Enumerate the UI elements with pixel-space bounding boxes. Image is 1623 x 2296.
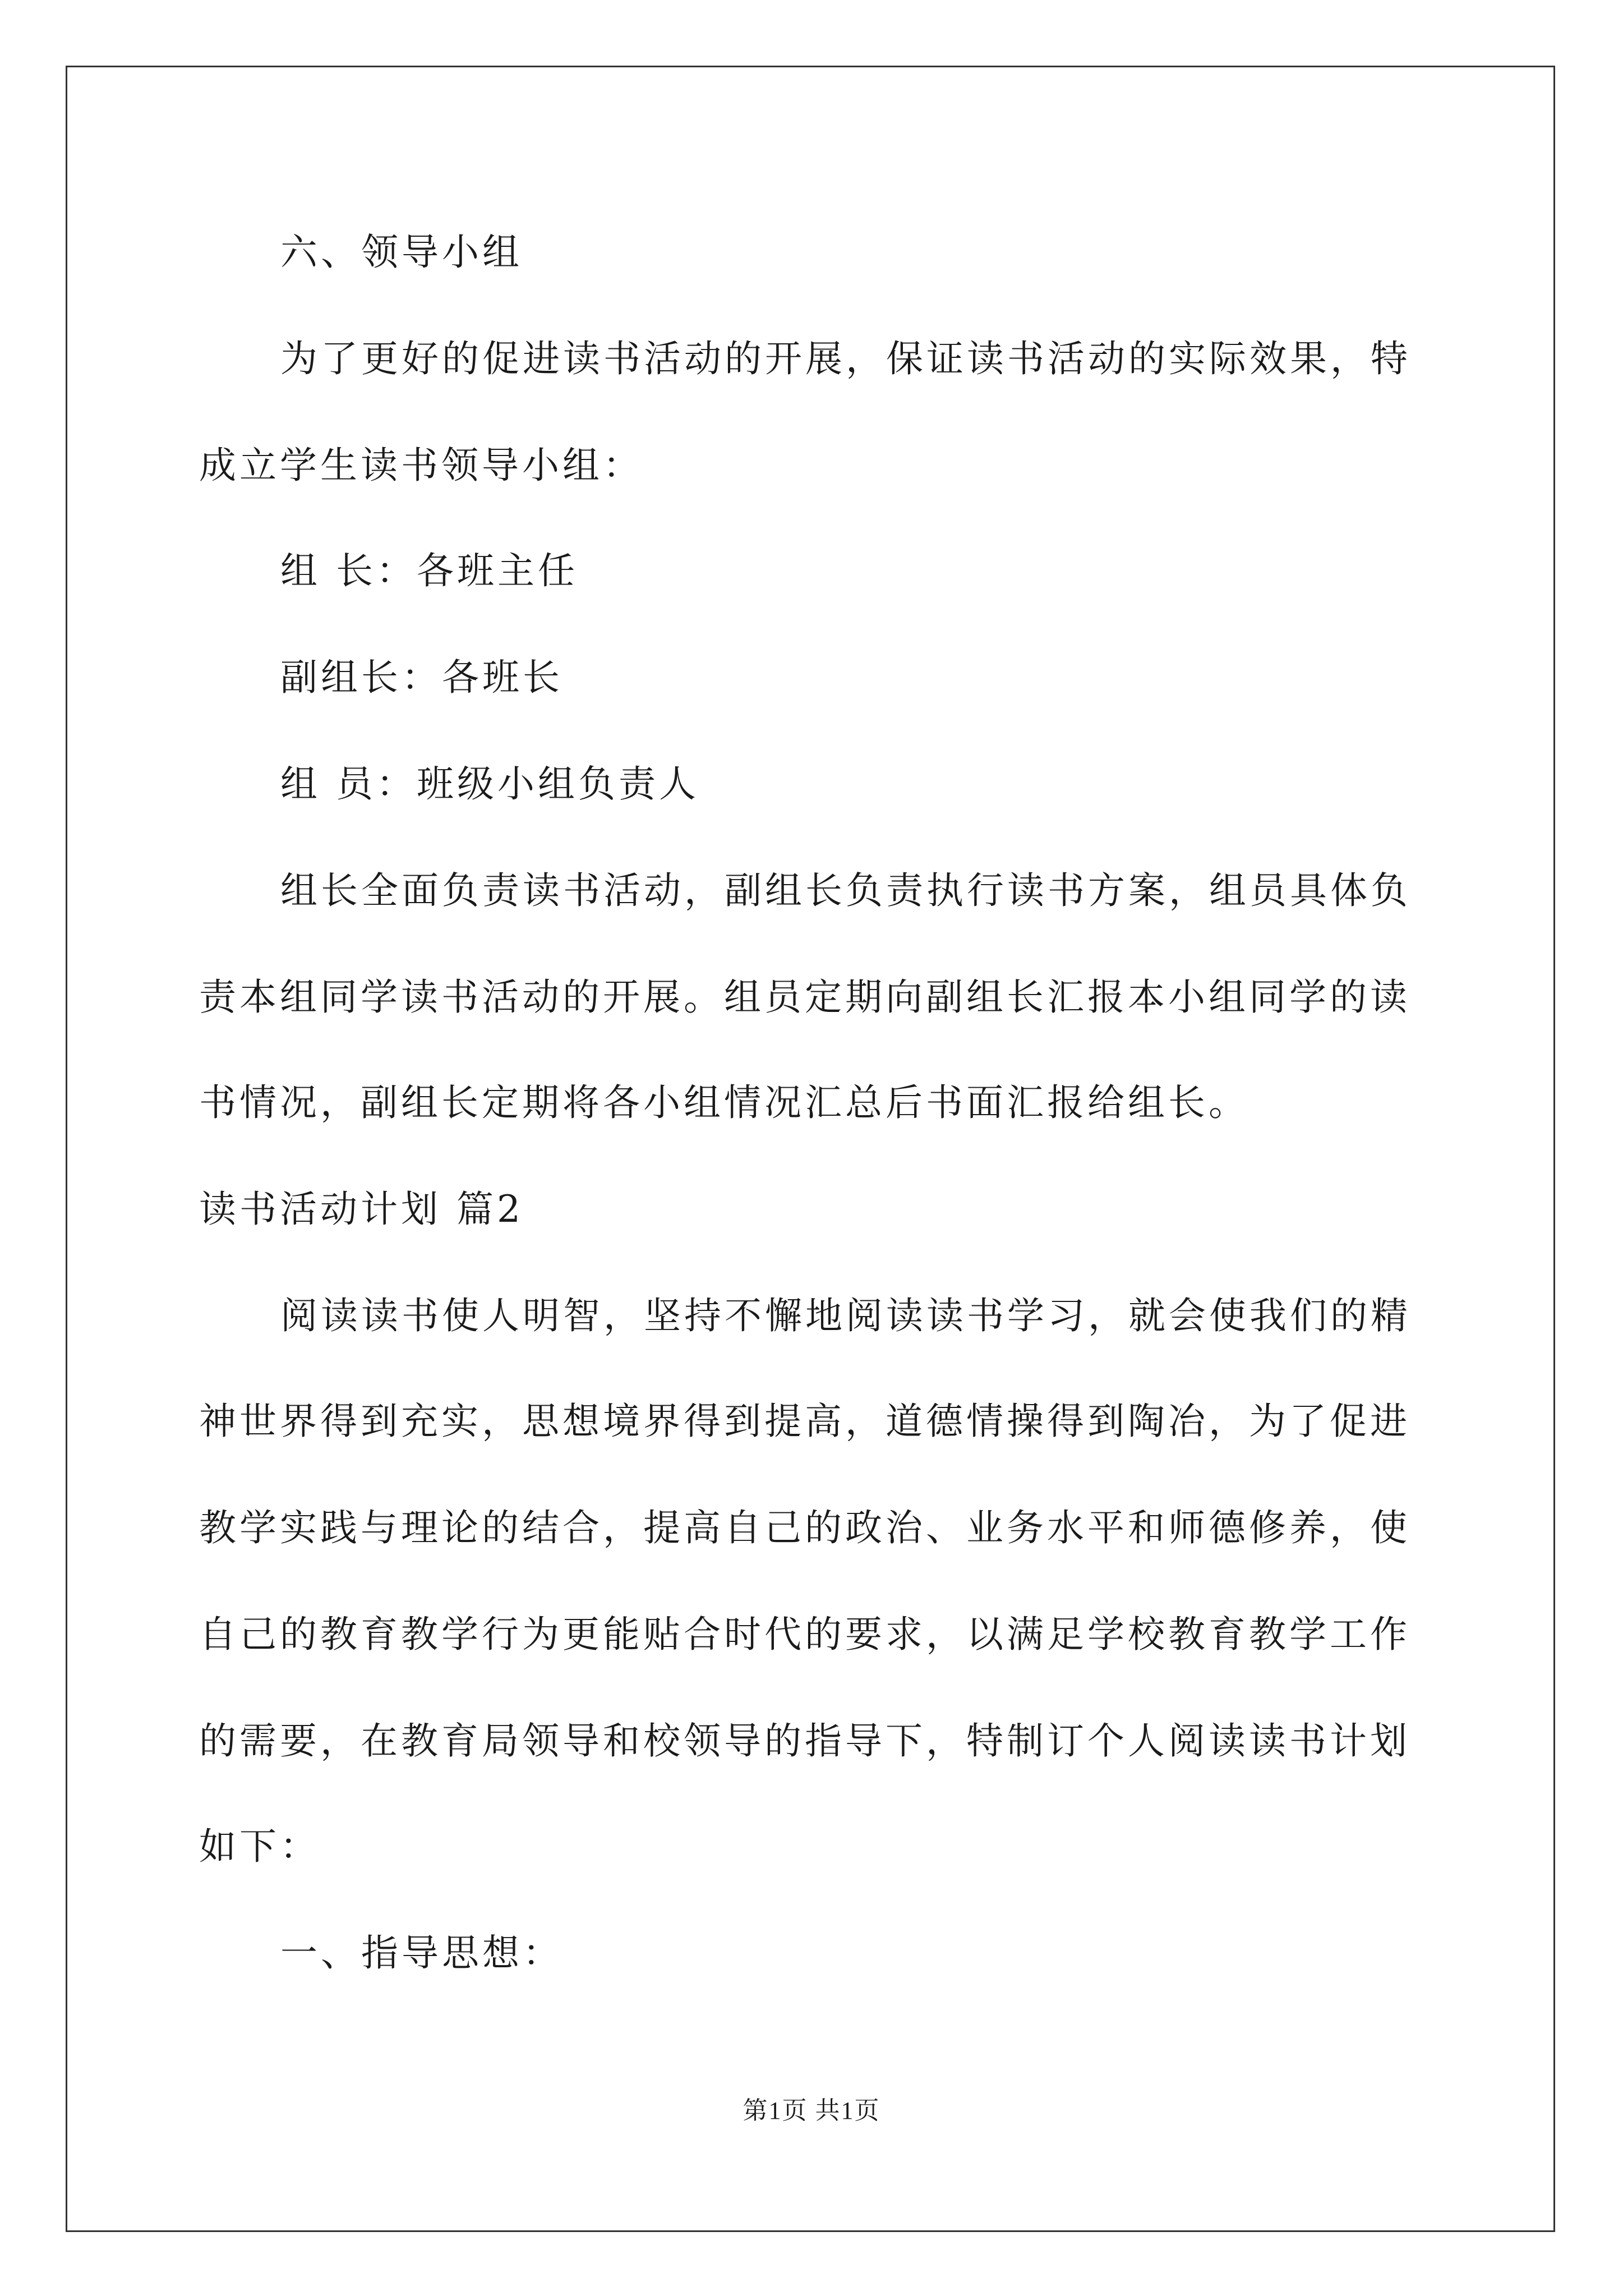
paragraph-line: 组长全面负责读书活动，副组长负责执行读书方案，组员具体负 bbox=[280, 869, 1411, 912]
page-border bbox=[66, 66, 1555, 2232]
paragraph-line: 自己的教育教学行为更能贴合时代的要求，以满足学校教育教学工作 bbox=[199, 1613, 1410, 1656]
paragraph-line: 阅读读书使人明智，坚持不懈地阅读读书学习，就会使我们的精 bbox=[280, 1294, 1411, 1337]
page-number-footer: 第1页 共1页 bbox=[743, 2097, 880, 2124]
section-heading-guiding-thought: 一、指导思想： bbox=[280, 1931, 563, 1975]
member-line-leader: 组 长：各班主任 bbox=[280, 549, 578, 592]
member-line-members: 组 员：班级小组负责人 bbox=[280, 762, 699, 806]
paragraph-line: 责本组同学读书活动的开展。组员定期向副组长汇报本小组同学的读 bbox=[199, 976, 1410, 1019]
paragraph-line: 神世界得到充实，思想境界得到提高，道德情操得到陶冶，为了促进 bbox=[199, 1400, 1410, 1443]
member-line-deputy: 副组长：各班长 bbox=[280, 656, 563, 699]
paragraph-line: 为了更好的促进读书活动的开展，保证读书活动的实际效果，特 bbox=[280, 337, 1411, 380]
paragraph-line: 书情况，副组长定期将各小组情况汇总后书面汇报给组长。 bbox=[199, 1081, 1249, 1124]
article-title: 读书活动计划 篇2 bbox=[199, 1188, 524, 1231]
paragraph-line: 教学实践与理论的结合，提高自己的政治、业务水平和师德修养，使 bbox=[199, 1506, 1410, 1549]
section-heading-leadership: 六、领导小组 bbox=[280, 231, 523, 274]
paragraph-line: 如下： bbox=[199, 1825, 320, 1868]
paragraph-line: 的需要，在教育局领导和校领导的指导下，特制订个人阅读读书计划 bbox=[199, 1719, 1410, 1763]
paragraph-line: 成立学生读书领导小组： bbox=[199, 444, 643, 487]
